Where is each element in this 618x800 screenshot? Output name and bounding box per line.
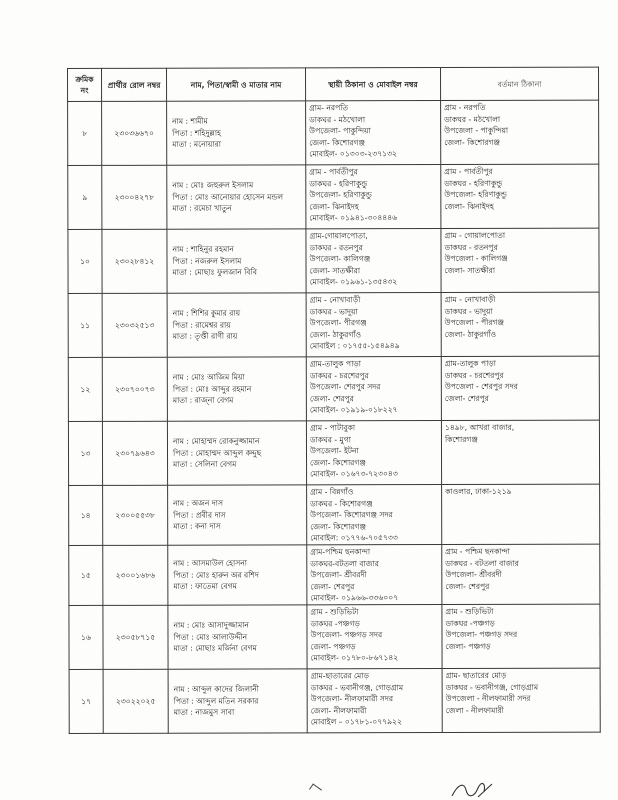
- serial-number: ৯: [68, 165, 102, 229]
- table-row: [69, 484, 600, 545]
- present-address-line: উপজেলা - পীরগঞ্জ: [444, 317, 504, 328]
- permanent-address-line: উপজেলা- পীরগঞ্জ: [309, 318, 367, 328]
- serial-number: ৮: [68, 101, 102, 165]
- present-address-line: গ্রাম-তালুক পাড়া: [444, 358, 496, 369]
- name-line: মাতা : রমেচা খাতুন: [172, 203, 232, 213]
- permanent-address-line: ডাকঘর -পঞ্চগড়: [310, 618, 360, 628]
- name-line: মাতা : কনা দাস: [173, 521, 221, 531]
- candidate-table: [67, 67, 601, 734]
- permanent-address-line: গ্রাম- নরপতি: [309, 103, 349, 113]
- name-line: মাতা : তৃপ্তী রাণী রায়: [172, 331, 238, 341]
- present-address-line: জেলা - নীলফামারী: [445, 705, 504, 715]
- roll-number: ২৩০০১৬৮৬: [103, 545, 168, 605]
- permanent-address-line: ডাকঘর - ভাদুয়া: [309, 306, 358, 316]
- present-address-line: গ্রাম - শুড়িভিটা: [445, 606, 494, 617]
- permanent-address-line: ডাকঘর - রতনপুর: [309, 242, 363, 252]
- present-address-line: উপজেলা - কালিগঞ্জ: [444, 253, 508, 264]
- name-line: পিতা : মোঃ হারুন অর রশিদ: [173, 570, 259, 580]
- name-line: পিতা : মোঃ আলাউদ্দীন: [173, 632, 248, 642]
- permanent-address-line: গ্রাম - শুড়িভিটা: [310, 607, 359, 617]
- permanent-address-line: ডাকঘর - মঠখোলা: [309, 114, 366, 124]
- serial-number: ১৩: [68, 421, 102, 485]
- present-address-line: গ্রাম- ছাতারের মোড়: [445, 670, 507, 681]
- present-address-line: গ্রাম - নোখাবাড়ী: [444, 294, 496, 305]
- permanent-address-line: ডাকঘর - ভবানীগঞ্জ, গোড়গ্রাম: [310, 682, 404, 692]
- permanent-address-line: জেলা- শেরপুর: [309, 393, 354, 403]
- name-line: পিতা : শহিদুল্লাহ: [172, 128, 222, 138]
- present-address-line: জেলা- ঠাকুরগাঁও: [444, 329, 497, 339]
- roll-number: ২৩০৩৬৬৭০: [102, 101, 167, 165]
- permanent-address-line: জেলা- ঠাকুরগাঁও: [309, 329, 362, 339]
- candidate-name-cell: [167, 293, 306, 357]
- permanent-address-line: গ্রাম - পাটাবুকা: [309, 423, 356, 433]
- name-line: পিতা : মোহাম্মদ আব্দুল কদ্দুছ: [172, 448, 262, 458]
- permanent-address-line: মোবাইল- ০১৩০৩-২৩৭১৩২: [309, 149, 397, 159]
- name-line: পিতা : রামেশ্বর রায়: [172, 320, 231, 330]
- present-address-line: ডাকঘর - চরশেরপুর: [444, 370, 504, 380]
- permanent-address-line: জেলা- নীলফামারী: [310, 705, 367, 715]
- permanent-address-line: মোবাইল- ০১৯৬১-১৩৫৪৩২: [309, 277, 398, 287]
- present-address-cell: [441, 292, 599, 356]
- table-row: [69, 604, 600, 669]
- header-name: নাম, পিতা/স্বামী ও মাতার নাম: [167, 68, 306, 101]
- page-mark: [309, 783, 322, 795]
- permanent-address-line: উপজেলা- পাকুন্দিয়া: [309, 126, 371, 136]
- present-address-line: গ্রাম - পশ্চিম ছনকান্দা: [445, 546, 510, 557]
- table-row: [68, 420, 599, 485]
- permanent-address-cell: [307, 545, 442, 605]
- roll-number: ২৩০২২০২৫: [103, 669, 168, 733]
- permanent-address-line: উপজেলা- হরিণাকুন্ডু: [309, 190, 372, 200]
- present-address-line: ডাকঘর - রতনপুর: [444, 242, 498, 252]
- permanent-address-cell: [306, 165, 441, 229]
- present-address-line: ডাকঘর - বটতলা বাজার: [445, 558, 519, 568]
- header-serial: ক্রমিক নং: [68, 68, 102, 101]
- permanent-address-line: ডাকঘর-বটতলা বাজার: [310, 558, 379, 568]
- permanent-address-line: জেলা- কিশোরগঞ্জ: [309, 137, 365, 147]
- permanent-address-line: মোবাইল- ০১৯১৯-০১৮২২৭: [309, 405, 398, 415]
- roll-number: ২৩০৫৮৭১৫: [103, 605, 168, 669]
- candidate-name-cell: [168, 669, 307, 733]
- permanent-address-line: জেলা- ঝিনাইদহ: [309, 201, 359, 211]
- table-row: [68, 228, 599, 293]
- permanent-address-line: উপজেলা- নীলফামারী সদর: [310, 694, 394, 704]
- name-line: পিতা : আব্দুল মতিন সরকার: [173, 696, 259, 706]
- permanent-address-line: উপজেলা- কালিগঞ্জ: [309, 254, 371, 264]
- permanent-address-line: মোবাইল : ০১৭৫৫-১৫৪৯৪৯: [309, 341, 400, 351]
- serial-number: ১৭: [69, 669, 103, 733]
- header-present-address: বর্তমান ঠিকানা: [441, 67, 599, 100]
- name-line: নাম : মোহাম্মদ রোকনুজ্জামান: [172, 436, 260, 446]
- present-address-cell: [442, 544, 600, 604]
- table-row: [68, 100, 599, 165]
- permanent-address-line: গ্রাম-তালুক পাড়া: [309, 359, 361, 369]
- roll-number: ২৩০৭৯৬৪৩: [102, 421, 167, 485]
- name-line: পিতা : মোঃ আব্দুর রহমান: [172, 384, 252, 394]
- table-body: [68, 100, 601, 733]
- name-line: মাতা : মোছাঃ ফুলজান বিবি: [172, 267, 257, 277]
- present-address-cell: [442, 604, 600, 668]
- permanent-address-line: গ্রাম - নোখাবাড়ী: [309, 295, 361, 305]
- permanent-address-cell: [306, 229, 441, 293]
- name-line: নাম : মোঃ জহুরুল ইসলাম: [172, 180, 254, 190]
- candidate-name-cell: [167, 101, 306, 165]
- present-address-line: ডাকঘর -পঞ্চগড়: [445, 618, 495, 628]
- present-address-line: কাওলার, ঢাকা-১২১৯: [445, 486, 512, 497]
- name-line: পিতা : প্রবীর দাস: [173, 510, 226, 520]
- permanent-address-cell: [307, 485, 442, 545]
- roll-number: ২৩০৭০০৭৩: [102, 357, 167, 421]
- candidate-name-cell: [167, 229, 306, 293]
- present-address-line: ডাকঘর - হরিণাকুন্ডু: [444, 178, 503, 188]
- table-row: [68, 164, 599, 229]
- header-permanent-address: স্থায়ী ঠিকানা ও মোবাইল নম্বর: [306, 68, 441, 101]
- present-address-cell: [442, 668, 600, 732]
- roll-number: ২৩০৩২৫১৩: [102, 293, 167, 357]
- name-line: নাম : আসমাউল হোসনা: [173, 558, 247, 568]
- permanent-address-cell: [306, 101, 441, 165]
- present-address-line: উপজেলা - পাকুন্দিয়া: [444, 125, 509, 136]
- name-line: নাম : মোঃ আজিম মিয়া: [172, 372, 245, 382]
- candidate-name-cell: [167, 357, 306, 421]
- present-address-line: ডাকঘর - ভবানীগঞ্জ, গোড়গ্রাম: [445, 682, 539, 692]
- present-address-line: জেলা- কিশোরগঞ্জ: [444, 137, 500, 147]
- present-address-line: ডাকঘর - মঠখোলা: [444, 114, 501, 124]
- header-roll: প্রার্থীর রোল নম্বর: [102, 68, 167, 101]
- present-address-cell: [441, 356, 599, 420]
- permanent-address-cell: [307, 605, 442, 669]
- serial-number: ১২: [68, 357, 102, 421]
- roll-number: ২৩০০৫৫৩৮: [103, 485, 168, 545]
- present-address-cell: [441, 228, 599, 292]
- permanent-address-line: মোবাইল- ০১৭৮০-৮৬৭১৪২: [310, 653, 399, 663]
- serial-number: ১০: [68, 229, 102, 293]
- permanent-address-cell: [306, 421, 441, 485]
- present-address-line: উপজেলা - শেরপুর সদর: [444, 381, 518, 392]
- permanent-address-line: মোবাইল- ০১৬৭৩-৭২৩০৪৩: [310, 469, 398, 479]
- permanent-address-line: গ্রাম - পার্বতীপুর: [309, 167, 358, 177]
- present-address-cell: [441, 164, 599, 228]
- present-address-line: জেলা- শেরপুর: [445, 581, 490, 591]
- permanent-address-line: ডাকঘর - মুগা: [309, 434, 351, 444]
- serial-number: ১৬: [69, 605, 103, 669]
- permanent-address-line: জেলা- কিশোরগঞ্জ: [310, 457, 366, 467]
- present-address-line: গ্রাম - গোয়ালপোতা: [444, 230, 506, 241]
- candidate-name-cell: [168, 485, 307, 545]
- permanent-address-line: মোবাইল – ০১৭৮১-০৭৭৯২২: [310, 717, 402, 727]
- permanent-address-line: জেলা- পঞ্চগড়: [310, 641, 356, 651]
- serial-number: ১৫: [69, 545, 103, 605]
- name-line: নাম : অজন দাস: [173, 498, 224, 508]
- permanent-address-line: উপজেলা- ইটনা: [309, 446, 359, 456]
- table-row: [69, 544, 600, 605]
- present-address-cell: [441, 420, 599, 484]
- present-address-line: উপজেলা - নীলফামারী সদর: [445, 693, 531, 704]
- name-line: মাতা : মনোয়ারা: [172, 139, 221, 149]
- present-address-line: জেলা- ঝিনাইদহ: [444, 201, 494, 211]
- candidate-name-cell: [167, 421, 306, 485]
- permanent-address-line: উপজেলা- শ্রীবরদী: [310, 570, 367, 580]
- permanent-address-line: ডাকঘর - হরিণাকুন্ডু: [309, 178, 368, 188]
- permanent-address-cell: [306, 357, 441, 421]
- name-line: মাতা : রাজ্না বেগম: [172, 395, 234, 405]
- table-row: [68, 292, 599, 357]
- permanent-address-line: জেলা- শেরপুর: [310, 581, 355, 591]
- present-address-line: জেলা- শেরপুর: [444, 393, 489, 403]
- name-line: মাতা : নাজমুস সাবা: [173, 707, 235, 717]
- candidate-name-cell: [168, 605, 307, 669]
- serial-number: ১৪: [69, 485, 103, 545]
- roll-number: ২৩০২৮৪১২: [102, 229, 167, 293]
- present-address-cell: [441, 100, 599, 164]
- name-line: নাম : শামীম: [172, 116, 208, 126]
- name-line: মাতা : ফাতেমা বেগম: [173, 581, 237, 591]
- name-line: নাম : আব্দুল কাদের জিলানী: [173, 684, 259, 694]
- name-line: নাম : শাহিনুর রহমান: [172, 244, 234, 254]
- roll-number: ২৩০০৪২৭৮: [102, 165, 167, 229]
- permanent-address-line: গ্রাম-গোয়ালপোতা,: [309, 231, 368, 241]
- table-row: [69, 668, 600, 733]
- permanent-address-line: গ্রাম-পশ্চিম ছনকান্দা: [310, 547, 371, 557]
- name-line: পিতা : মোঃ আনোয়ার হোসেন মন্ডল: [172, 192, 284, 202]
- permanent-address-line: মোবাইল- ০১৯৬৬-৩৩৬০০৭: [310, 593, 399, 603]
- serial-number: ১১: [68, 293, 102, 357]
- table-header-row: [68, 67, 599, 101]
- permanent-address-line: উপজেলা- কিশোরগঞ্জ সদর: [310, 510, 393, 520]
- permanent-address-line: গ্রাম-ছাতারের মোড়: [310, 671, 369, 681]
- permanent-address-cell: [306, 293, 441, 357]
- permanent-address-line: উপজেলা- পঞ্চগড় সদর: [310, 630, 383, 640]
- candidate-name-cell: [168, 545, 307, 605]
- present-address-line: গ্রাম - নরপতি: [444, 102, 486, 113]
- permanent-address-line: জেলা- কিশোরগঞ্জ: [310, 521, 366, 531]
- present-address-line: কিশোরগঞ্জ: [444, 434, 478, 444]
- permanent-address-line: জেলা- সাতক্ষীরা: [309, 265, 361, 275]
- present-address-line: ১৪৯৮, আখরা বাজার,: [444, 422, 515, 433]
- name-line: নাম : শিশির কুমার রায়: [172, 308, 241, 318]
- name-line: মাতা : সেলিনা বেগম: [173, 459, 237, 469]
- permanent-address-line: মোবাইল- ০১৯৪১-৩০৪৪৪৬: [309, 213, 398, 223]
- permanent-address-cell: [307, 669, 442, 733]
- present-address-line: ডাকঘর - ভাদুয়া: [444, 306, 493, 316]
- permanent-address-line: গ্রাম - বিন্নগাঁও: [310, 487, 354, 497]
- present-address-line: গ্রাম - পার্বতীপুর: [444, 166, 493, 177]
- name-line: নাম : মোঃ আসাদুজ্জামান: [173, 620, 249, 630]
- present-address-line: উপজেলা- শ্রীবরদী: [445, 569, 502, 580]
- permanent-address-line: উপজেলা- শেরপুর সদর: [309, 382, 381, 392]
- permanent-address-line: মোবাইল: ০১৭৭৬-৭০৫৭৩৩: [310, 533, 398, 543]
- present-address-line: উপজেলা- পঞ্চগড় সদর: [445, 629, 518, 640]
- permanent-address-line: ডাকঘর - চরশেরপুর: [309, 370, 369, 380]
- signature-scribble: [448, 778, 498, 800]
- present-address-line: জেলা- সাতক্ষীরা: [444, 265, 496, 275]
- present-address-line: জেলা- পঞ্চগড়: [445, 641, 491, 651]
- present-address-cell: [442, 484, 600, 544]
- name-line: পিতা : নজরুল ইসলাম: [172, 256, 242, 266]
- present-address-line: উপজেলা- হরিণাকুন্ডু: [444, 189, 507, 200]
- candidate-name-cell: [167, 165, 306, 229]
- name-line: মাতা : মোছাঃ মর্জিনা বেগম: [173, 643, 257, 653]
- table-row: [68, 356, 599, 421]
- permanent-address-line: ডাকঘর - কিশোরগঞ্জ: [310, 498, 373, 508]
